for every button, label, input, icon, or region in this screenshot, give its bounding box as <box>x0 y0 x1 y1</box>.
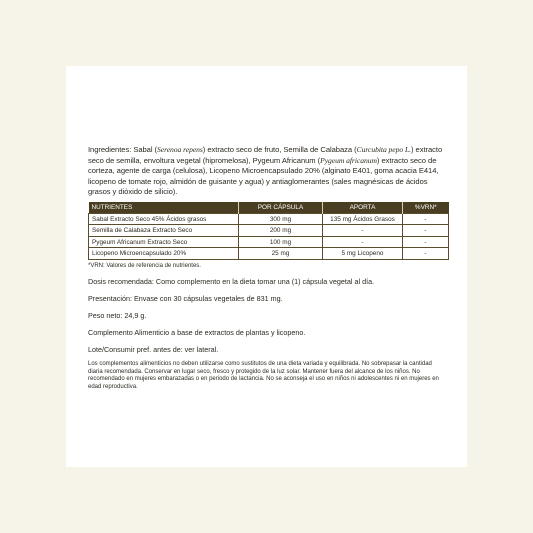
cell-per-capsule: 200 mg <box>239 225 323 237</box>
lote-text: Lote/Consumir pref. antes de: ver lateral. <box>88 344 219 354</box>
cell-vrn: - <box>403 225 449 237</box>
ingredients-part-3: ) extracto seco de semilla, envoltura vegetal (hipromelosa), Pygeum Africanum ( <box>88 145 443 165</box>
cell-provides: - <box>323 225 403 237</box>
cell-vrn: - <box>403 213 449 225</box>
cell-nutrient: Semilla de Calabaza Extracto Seco <box>89 225 239 237</box>
scientific-name-curcubita: Curcubita pepo L. <box>356 145 411 154</box>
ingredients-text <box>88 145 448 198</box>
label-card <box>66 66 467 467</box>
cell-per-capsule: 100 mg <box>239 236 323 248</box>
nutrients-table <box>88 202 449 260</box>
vrn-footnote: *VRN: Valores de referencia de nutrientes. <box>88 262 201 269</box>
presentacion-text: Presentación: Envase con 30 cápsulas vegetales de 831 mg. <box>88 293 283 303</box>
cell-vrn: - <box>403 248 449 260</box>
cell-provides: 135 mg Ácidos Grasos <box>323 213 403 225</box>
table-header-row <box>89 202 449 214</box>
cell-nutrient: Pygeum Africanum Extracto Seco <box>89 236 239 248</box>
table-row <box>89 225 449 237</box>
cell-vrn: - <box>403 236 449 248</box>
peso-text: Peso neto: 24,9 g. <box>88 310 147 320</box>
label-content <box>88 145 448 391</box>
table-row <box>89 248 449 260</box>
cell-provides: - <box>323 236 403 248</box>
ingredients-part-4: ) extracto seco de corteza, agente de carga (celulosa), Licopeno Microencapsulado 20% (alginato E401, goma acacia E414, licopeno de tomate rojo, almidón de guisante y agua) y antiaglomerantes (sales magnésicas de ácidos grasos y dióxido de silicio). <box>88 155 439 197</box>
ingredients-prefix: Ingredientes: Sabal ( <box>88 145 158 154</box>
header-nutrientes: NUTRIENTES <box>89 202 239 214</box>
header-vrn: %VRN* <box>403 202 449 214</box>
cell-per-capsule: 300 mg <box>239 213 323 225</box>
cell-nutrient: Licopeno Microencapsulado 20% <box>89 248 239 260</box>
cell-nutrient: Sabal Extracto Seco 45% Ácidos grasos <box>89 213 239 225</box>
header-aporta: APORTA <box>323 202 403 214</box>
table-row <box>89 213 449 225</box>
cell-per-capsule: 25 mg <box>239 248 323 260</box>
table-row <box>89 236 449 248</box>
disclaimer-text: Los complementos alimenticios no deben utilizarse como sustitutos de una dieta variada y equilibrada. No sobrepasar la cantidad diaria recomendada. Conservar en lugar seco, fresco y protegido de la luz solar. Mantener fuera del alcance de los niños. No recomendado en mujeres embarazadas o en periodo de lactancia. No se aconseja el uso en niños ni adolescentes ni en mujeres en edad reproductiva. <box>88 360 439 390</box>
complemento-text: Complemento Alimenticio a base de extractos de plantas y licopeno. <box>88 327 306 337</box>
scientific-name-serenoa: Serenoa repens <box>157 145 203 154</box>
ingredients-part-2: ) extracto seco de fruto, Semilla de Calabaza ( <box>202 145 357 154</box>
dosis-text: Dosis recomendada: Como complemento en la dieta tomar una (1) cápsula vegetal al día. <box>88 276 375 286</box>
header-por-capsula: POR CÁPSULA <box>239 202 323 214</box>
cell-provides: 5 mg Licopeno <box>323 248 403 260</box>
scientific-name-pygeum: Pygeum africanum <box>320 155 377 165</box>
